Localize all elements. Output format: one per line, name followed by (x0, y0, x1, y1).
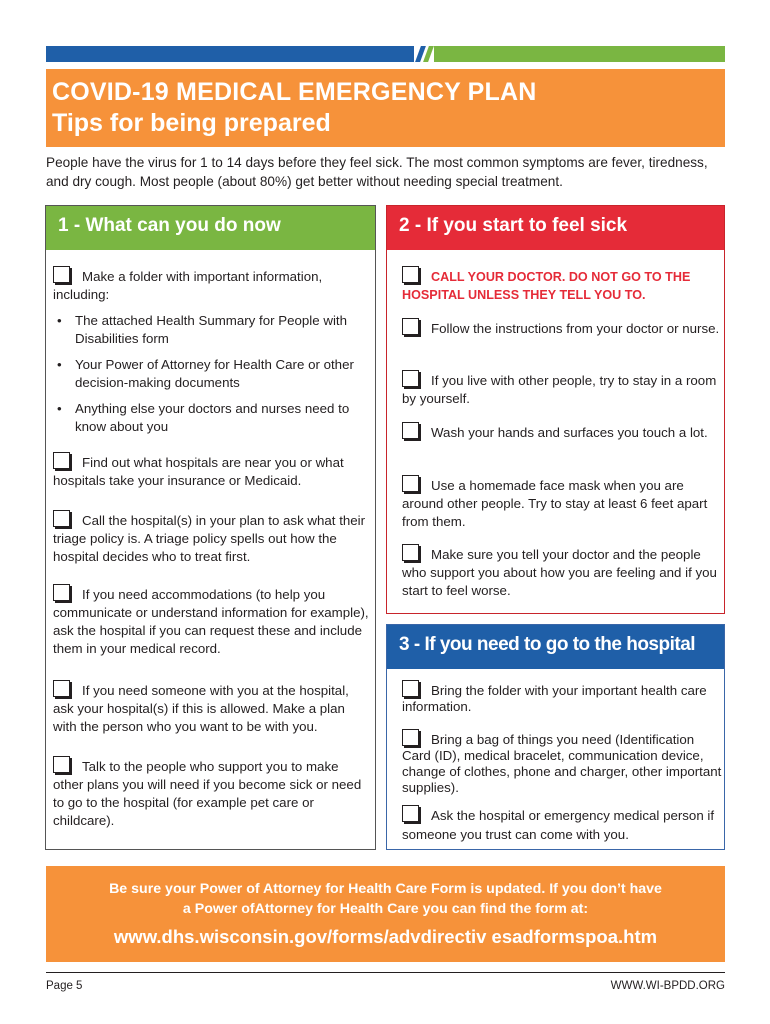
checkbox-icon[interactable] (53, 452, 70, 469)
section3-heading: 3 - If you need to go to the hospital (387, 625, 724, 669)
bullet-item: • Anything else your doctors and nurses need to know about you (53, 400, 368, 436)
section1-item-accommodations (53, 584, 373, 658)
checkbox-icon[interactable] (402, 266, 419, 283)
section1-item-hospitals (53, 452, 371, 490)
section2-item3-text: If you live with other people, try to stay in a room by yourself. (402, 373, 717, 406)
section2-item5-text: Use a homemade face mask when you are around other people. Try to stay at least 6 feet apart from them. (402, 478, 708, 529)
section2-item-call-doctor (402, 266, 720, 304)
checkbox-icon[interactable] (53, 584, 70, 601)
section2-item-follow-instructions (402, 318, 720, 338)
top-bar-blue-segment (46, 46, 414, 62)
section1-item4-text: If you need accommodations (to help you communicate or understand information for example), ask the hospital if you can request these and include them in your medical record. (53, 587, 369, 656)
section2-item6-text: Make sure you tell your doctor and the people who support you about how you are feeling and if you start to feel worse. (402, 547, 717, 598)
section2-heading: 2 - If you start to feel sick (387, 206, 724, 250)
checkbox-icon[interactable] (402, 544, 419, 561)
form-url-link[interactable]: www.dhs.wisconsin.gov/forms/advdirectiv esadformspoa.htm (113, 926, 658, 947)
section3-item-bring-folder (402, 680, 720, 715)
bullet-item: • Your Power of Attorney for Health Care or other decision-making documents (53, 356, 368, 392)
section1-heading: 1 - What can you do now (46, 206, 375, 250)
section3-item-ask-hospital (402, 805, 720, 844)
section3-item-bring-bag (402, 729, 722, 796)
section3-item2-text: Bring a bag of things you need (Identification Card (ID), medical bracelet, communication device, change of clothes, phone and charger, other important supplies). (402, 732, 722, 795)
checkbox-icon[interactable] (402, 422, 419, 439)
section1-item-triage (53, 510, 371, 566)
callout-text: Be sure your Power of Attorney for Health Care Form is updated. If you don’t have a Power ofAttorney for Health Care you can find the form at: (109, 881, 662, 917)
power-of-attorney-callout (46, 866, 725, 962)
title-banner (46, 69, 725, 147)
top-decorative-bar (46, 46, 725, 62)
section2-item-face-mask (402, 475, 720, 531)
checkbox-icon[interactable] (53, 680, 70, 697)
footer-website: WWW.WI-BPDD.ORG (610, 980, 725, 992)
section1-item-other-plans (53, 756, 371, 830)
section1-item-companion (53, 680, 371, 736)
section1-item1-text: Make a folder with important information, including: (53, 269, 323, 302)
footer-divider (46, 972, 725, 973)
section2-item1-text: CALL YOUR DOCTOR. DO NOT GO TO THE HOSPITAL UNLESS THEY TELL YOU TO. (402, 270, 691, 302)
checkbox-icon[interactable] (53, 756, 70, 773)
section3-item1-text: Bring the folder with your important health care information. (402, 683, 707, 714)
section2-item-wash-hands (402, 422, 720, 442)
checkbox-icon[interactable] (402, 475, 419, 492)
section1-item5-text: If you need someone with you at the hospital, ask your hospital(s) if this is allowed. Make a plan with the person who you want to be with you. (53, 683, 349, 734)
section2-item-tell-doctor (402, 544, 720, 600)
checkbox-icon[interactable] (53, 266, 70, 283)
section2-item-stay-in-room (402, 370, 720, 408)
page-number: Page 5 (46, 980, 83, 992)
checkbox-icon[interactable] (402, 729, 419, 746)
section1-item3-text: Call the hospital(s) in your plan to ask what their triage policy is. A triage policy spells out how the hospital decides who to treat first. (53, 513, 366, 564)
checkbox-icon[interactable] (402, 370, 419, 387)
section1-item2-text: Find out what hospitals are near you or what hospitals take your insurance or Medicaid. (53, 455, 344, 488)
page-subtitle: Tips for being prepared (52, 109, 331, 137)
page-title: COVID-19 MEDICAL EMERGENCY PLAN (52, 78, 537, 106)
section3-item3-text: Ask the hospital or emergency medical person if someone you trust can come with you. (402, 808, 715, 842)
section1-item6-text: Talk to the people who support you to make other plans you will need if you become sick or need to go to the hospital (for example pet care or childcare). (53, 759, 362, 828)
checkbox-icon[interactable] (402, 318, 419, 335)
intro-paragraph: People have the virus for 1 to 14 days before they feel sick. The most common symptoms are fever, tiredness, and dry cough. Most people (about 80%) get better without needing special treatment. (46, 155, 708, 189)
top-bar-green-segment (434, 46, 725, 62)
section2-item2-text: Follow the instructions from your doctor or nurse. (431, 321, 720, 336)
bullet-item: • The attached Health Summary for People with Disabilities form (53, 312, 368, 348)
section-if-you-start-to-feel-sick (386, 205, 725, 614)
checkbox-icon[interactable] (53, 510, 70, 527)
checkbox-icon[interactable] (402, 805, 419, 822)
section-if-you-need-to-go-to-hospital (386, 624, 725, 850)
section1-item-folder (53, 266, 371, 304)
section1-bullet-list (53, 312, 368, 444)
checkbox-icon[interactable] (402, 680, 419, 697)
section-what-can-you-do-now (45, 205, 376, 850)
section2-item4-text: Wash your hands and surfaces you touch a lot. (431, 425, 708, 440)
